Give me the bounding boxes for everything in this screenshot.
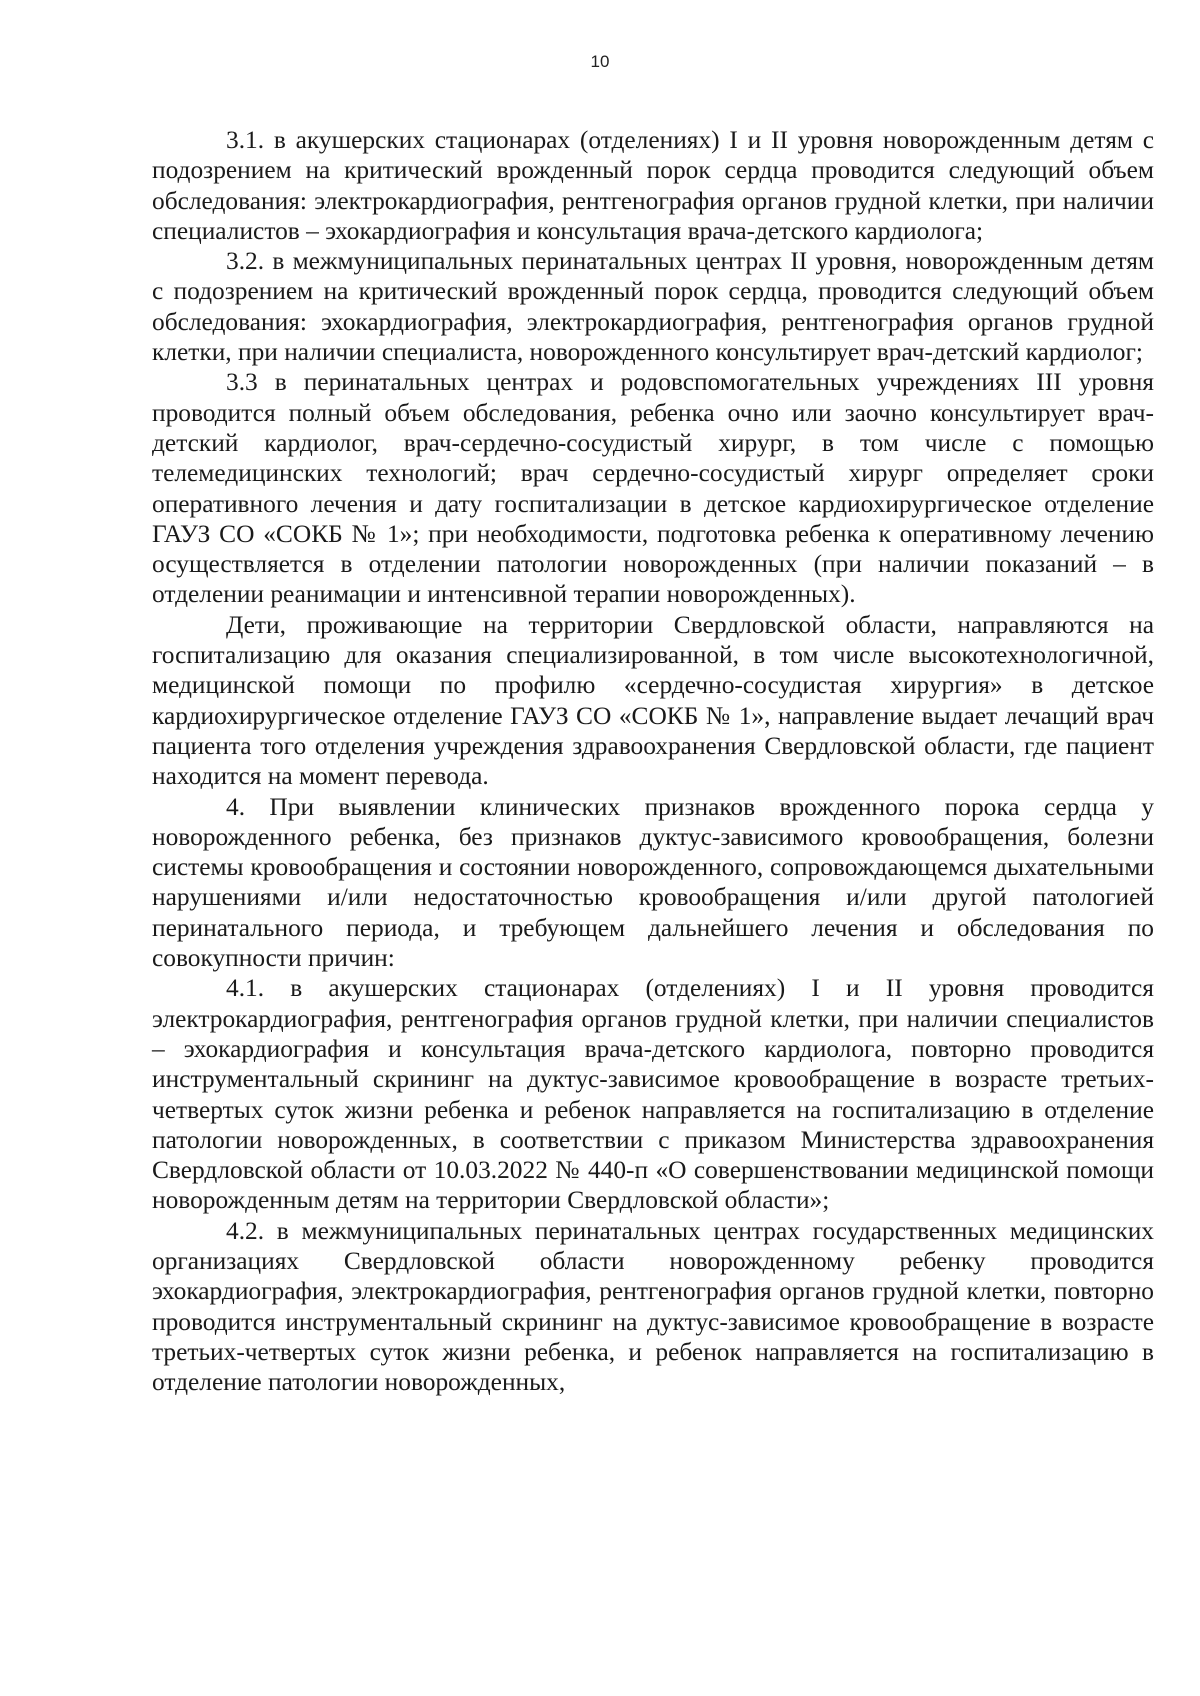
paragraph-4-2: 4.2. в межмуниципальных перинатальных центрах государственных медицинских организациях Свердловской области новорожденному ребенку проводится эхокардиография, электрокардиография, рентгенография органов грудной клетки, повторно проводится инструментальный скрининг на дуктус-зависимое кровообращение в возрасте третьих-четвертых суток жизни ребенка, и ребенок направляется на госпитализацию в отделение патологии новорожденных, xyxy=(152,1216,1154,1397)
paragraph-3-1: 3.1. в акушерских стационарах (отделениях) I и II уровня новорожденным детям с подозрением на критический врожденный порок сердца проводится следующий объем обследования: электрокардиография, рентгенография органов грудной клетки, при наличии специалистов – эхокардиография и консультация врача-детского кардиолога; xyxy=(152,126,1154,245)
document-body xyxy=(152,125,1154,1397)
page-number: 10 xyxy=(590,52,610,71)
paragraph-referral: Дети, проживающие на территории Свердловской области, направляются на госпитализацию для оказания специализированной, в том числе высокотехнологичной, медицинской помощи по профилю «сердечно-сосудистая хирургия» в детское кардиохирургическое отделение ГАУЗ СО «СОКБ № 1», направление выдает лечащий врач пациента того отделения учреждения здравоохранения Свердловской области, где пациент находится на момент перевода. xyxy=(152,610,1154,791)
paragraph-4: 4. При выявлении клинических признаков врожденного порока сердца у новорожденного ребенка, без признаков дуктус-зависимого кровообращения, болезни системы кровообращения и состоянии новорожденного, сопровождающемся дыхательными нарушениями и/или недостаточностью кровообращения и/или другой патологией перинатального периода, и требующем дальнейшего лечения и обследования по совокупности причин: xyxy=(152,792,1154,973)
paragraph-3-3: 3.3 в перинатальных центрах и родовспомогательных учреждениях III уровня проводится полный объем обследования, ребенка очно или заочно консультирует врач-детский кардиолог, врач-сердечно-сосудистый хирург, в том числе с помощью телемедицинских технологий; врач сердечно-сосудистый хирург определяет сроки оперативного лечения и дату госпитализации в детское кардиохирургическое отделение ГАУЗ СО «СОКБ № 1»; при необходимости, подготовка ребенка к оперативному лечению осуществляется в отделении патологии новорожденных (при наличии показаний – в отделении реанимации и интенсивной терапии новорожденных). xyxy=(152,368,1154,609)
paragraph-3-2: 3.2. в межмуниципальных перинатальных центрах II уровня, новорожденным детям с подозрением на критический врожденный порок сердца, проводится следующий объем обследования: эхокардиография, электрокардиография, рентгенография органов грудной клетки, при наличии специалиста, новорожденного консультирует врач-детский кардиолог; xyxy=(152,247,1154,367)
paragraph-4-1: 4.1. в акушерских стационарах (отделениях) I и II уровня проводится электрокардиография, рентгенография органов грудной клетки, при наличии специалистов – эхокардиография и консультация врача-детского кардиолога, повторно проводится инструментальный скрининг на дуктус-зависимое кровообращение в возрасте третьих-четвертых суток жизни ребенка и ребенок направляется на госпитализацию в отделение патологии новорожденных, в соответствии с приказом Министерства здравоохранения Свердловской области от 10.03.2022 № 440-п «О совершенствовании медицинской помощи новорожденным детям на территории Свердловской области»; xyxy=(152,974,1154,1215)
